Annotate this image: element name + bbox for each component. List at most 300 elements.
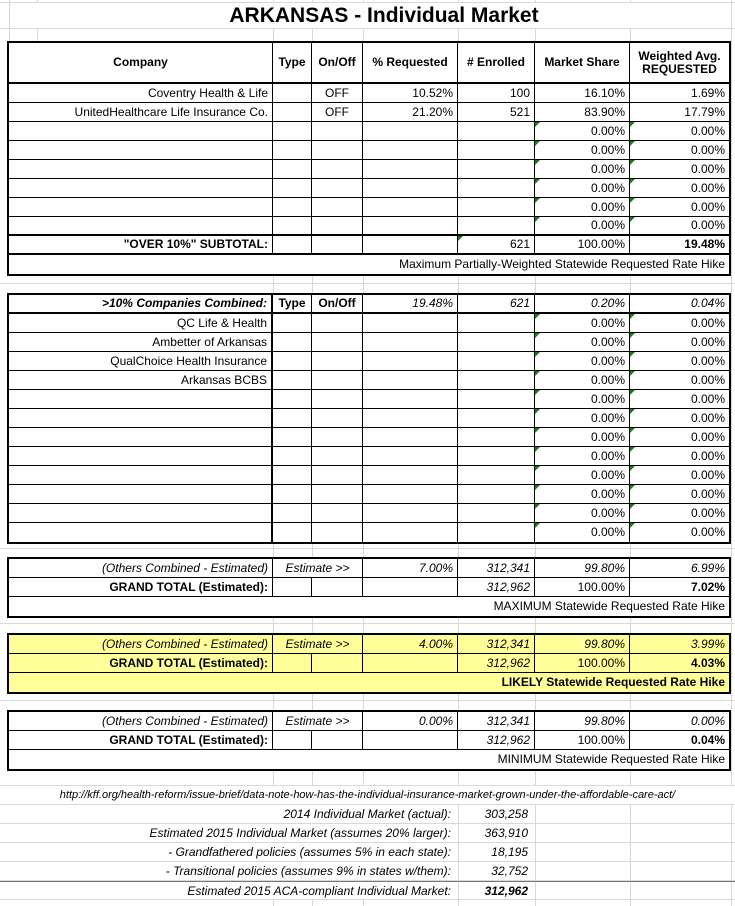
cell-value: 0.00% [690, 142, 725, 157]
cell-pct-requested[interactable] [363, 428, 458, 446]
cell-onoff[interactable]: OFF [312, 103, 363, 121]
cell-value: 0.00% [590, 353, 625, 368]
cell-type[interactable] [273, 428, 312, 446]
market-estimate-block [0, 785, 735, 900]
cell-enrolled[interactable]: 100 [458, 84, 535, 102]
cell-type[interactable] [273, 84, 312, 102]
cell-value: 0.00% [690, 410, 725, 425]
cell-company[interactable]: UnitedHealthcare Life Insurance Co. [9, 103, 273, 121]
table-row [9, 314, 729, 333]
cell-pct-requested[interactable] [363, 578, 458, 596]
cell-company[interactable] [9, 504, 273, 522]
cell-value: 0.00% [690, 334, 725, 349]
col-header-company[interactable]: Company [9, 43, 273, 82]
error-indicator-icon [535, 447, 540, 452]
cell-market-share[interactable]: 16.10% [535, 84, 630, 102]
cell-weighted-avg[interactable] [630, 160, 729, 178]
cell-onoff[interactable] [312, 352, 363, 370]
cell-onoff[interactable] [312, 504, 363, 522]
table-row [9, 352, 729, 371]
cell-value: 0.00% [590, 525, 625, 540]
cell-enrolled[interactable] [458, 485, 535, 503]
cell-weighted-avg[interactable] [630, 333, 729, 351]
cell-enrolled[interactable] [458, 390, 535, 408]
source-url-row[interactable] [0, 786, 735, 805]
cell-type[interactable] [273, 103, 312, 121]
cell-pct-requested[interactable] [363, 731, 458, 749]
cell-market-share[interactable] [535, 466, 630, 484]
source-url[interactable]: http://kff.org/health-reform/issue-brief/data-note-how-has-the-individual-insurance-market-grown-under-the-affordable-care-act/ [59, 789, 676, 801]
cell-onoff[interactable] [312, 236, 363, 253]
error-indicator-icon [535, 141, 540, 146]
cell-company[interactable] [9, 122, 273, 140]
cell-company[interactable]: Coventry Health & Life [9, 84, 273, 102]
cell-market-share[interactable] [535, 485, 630, 503]
cell-value: 0.00% [590, 391, 625, 406]
cell-value[interactable]: 18,195 [491, 845, 528, 859]
cell-enrolled[interactable] [458, 466, 535, 484]
cell-type[interactable] [273, 198, 312, 216]
cell-onoff[interactable] [312, 447, 363, 465]
cell-type[interactable] [273, 523, 312, 542]
error-indicator-icon [535, 390, 540, 395]
cell-company[interactable] [9, 523, 273, 542]
cell-grand-total-label[interactable]: GRAND TOTAL (Estimated): [9, 654, 273, 672]
cell-grand-total-label[interactable]: GRAND TOTAL (Estimated): [9, 578, 273, 596]
cell-value: 0.00% [590, 410, 625, 425]
cell-type[interactable] [273, 179, 312, 197]
cell-onoff[interactable]: On/Off [312, 295, 363, 312]
cell-type[interactable] [273, 485, 312, 503]
cell-label[interactable]: - Transitional policies (assumes 9% in states w/them): [165, 864, 451, 878]
cell-weighted-avg[interactable]: 1.69% [690, 85, 725, 100]
cell-value: 0.00% [690, 429, 725, 444]
cell-pct-requested[interactable] [363, 390, 458, 408]
cell-weighted-avg[interactable] [630, 447, 729, 465]
cell-value: 0.00% [590, 199, 625, 214]
table-row [9, 84, 729, 103]
cell-weighted-avg[interactable] [630, 428, 729, 446]
cell-enrolled[interactable] [458, 141, 535, 159]
cell-company[interactable]: QualChoice Health Insurance [9, 352, 273, 370]
cell-type[interactable] [273, 160, 312, 178]
cell-value: 0.00% [590, 161, 625, 176]
cell-pct-requested[interactable] [363, 141, 458, 159]
cell-onoff[interactable] [312, 333, 363, 351]
cell-enrolled[interactable] [458, 236, 535, 253]
cell-value[interactable]: 363,910 [484, 826, 528, 840]
cell-company[interactable] [9, 428, 273, 446]
cell-onoff[interactable] [312, 390, 363, 408]
cell-note[interactable]: Maximum Partially-Weighted Statewide Requested Rate Hike [399, 257, 725, 272]
cell-market-share[interactable] [535, 217, 630, 234]
cell-onoff[interactable] [312, 654, 363, 672]
cell-note[interactable]: MINIMUM Statewide Requested Rate Hike [497, 752, 725, 767]
cell-market-share[interactable] [535, 122, 630, 140]
col-header-weighted-avg[interactable] [630, 43, 729, 82]
cell-pct-requested[interactable] [363, 179, 458, 197]
cell-onoff[interactable]: OFF [312, 84, 363, 102]
cell-value: 0.00% [690, 467, 725, 482]
error-indicator-icon [630, 371, 635, 376]
cell-market-share[interactable] [535, 390, 630, 408]
cell-pct-requested[interactable] [363, 198, 458, 216]
cell-onoff[interactable] [312, 160, 363, 178]
cell-company[interactable] [9, 160, 273, 178]
cell-market-share[interactable] [535, 333, 630, 351]
cell-value: 0.00% [590, 142, 625, 157]
cell-onoff[interactable] [312, 141, 363, 159]
combined-companies-table [7, 293, 731, 544]
cell-value: 0.00% [690, 199, 725, 214]
cell-weighted-avg[interactable] [630, 314, 729, 332]
error-indicator-icon [630, 447, 635, 452]
cell-type[interactable] [273, 314, 312, 332]
cell-type[interactable]: Type [273, 295, 312, 312]
cell-pct-requested[interactable]: 0.00% [363, 712, 458, 730]
cell-value: 0.00% [590, 372, 625, 387]
cell-enrolled[interactable] [458, 179, 535, 197]
cell-enrolled[interactable] [458, 122, 535, 140]
cell-market-share[interactable]: 100.00% [535, 654, 630, 672]
col-header-onoff[interactable]: On/Off [312, 43, 363, 82]
cell-company[interactable] [9, 447, 273, 465]
cell-weighted-avg[interactable]: 0.00% [690, 713, 725, 728]
cell-value: 0.00% [690, 123, 725, 138]
cell-company[interactable] [9, 485, 273, 503]
table-header-row [9, 295, 729, 314]
cell-note[interactable]: MAXIMUM Statewide Requested Rate Hike [493, 599, 725, 614]
cell-pct-requested[interactable] [363, 504, 458, 522]
cell-enrolled[interactable] [458, 333, 535, 351]
cell-market-share[interactable] [535, 371, 630, 389]
table-row [9, 485, 729, 504]
cell-company[interactable] [9, 390, 273, 408]
cell-pct-requested[interactable] [363, 217, 458, 234]
cell-value: 0.00% [690, 505, 725, 520]
cell-weighted-avg[interactable]: 0.04% [690, 732, 725, 747]
cell-company[interactable] [9, 179, 273, 197]
cell-value: 0.00% [690, 315, 725, 330]
table-row [9, 179, 729, 198]
cell-market-share[interactable]: 83.90% [535, 103, 630, 121]
cell-enrolled[interactable] [458, 217, 535, 234]
cell-company[interactable] [9, 409, 273, 427]
cell-market-share[interactable]: 99.80% [535, 635, 630, 653]
cell-label[interactable]: Estimated 2015 ACA-compliant Individual Market: [187, 884, 451, 898]
note-row [9, 673, 729, 692]
cell-type[interactable] [273, 654, 312, 672]
cell-value: 0.00% [590, 467, 625, 482]
cell-grand-total-label[interactable]: GRAND TOTAL (Estimated): [9, 731, 273, 749]
cell-onoff[interactable] [312, 409, 363, 427]
cell-weighted-avg[interactable]: 7.02% [690, 579, 725, 594]
cell-label[interactable]: - Grandfathered policies (assumes 5% in each state): [168, 845, 451, 859]
gridline-h [0, 283, 735, 284]
col-header-type[interactable]: Type [273, 43, 312, 82]
cell-market-share[interactable] [535, 198, 630, 216]
note-row [9, 750, 729, 769]
error-indicator-icon [535, 352, 540, 357]
cell-market-share[interactable]: 100.00% [535, 731, 630, 749]
error-indicator-icon [535, 314, 540, 319]
cell-estimate[interactable]: Estimate >> [273, 635, 363, 653]
cell-value[interactable]: 303,258 [484, 807, 528, 821]
cell-market-share[interactable] [535, 409, 630, 427]
error-indicator-icon [630, 504, 635, 509]
cell-enrolled[interactable]: 312,341 [458, 635, 535, 653]
cell-company[interactable]: QC Life & Health [9, 314, 273, 332]
cell-value: 621 [509, 237, 530, 252]
error-indicator-icon [630, 466, 635, 471]
cell-pct-requested[interactable]: 4.00% [363, 635, 458, 653]
cell-pct-requested[interactable]: 10.52% [363, 84, 458, 102]
cell-value: 0.00% [690, 372, 725, 387]
cell-company[interactable] [9, 198, 273, 216]
error-indicator-icon [630, 390, 635, 395]
gridline-h [0, 700, 735, 701]
cell-market-share[interactable] [535, 447, 630, 465]
error-indicator-icon [535, 523, 540, 528]
cell-weighted-avg[interactable]: 6.99% [690, 560, 725, 575]
cell-weighted-avg[interactable] [630, 523, 729, 542]
cell-onoff[interactable] [312, 578, 363, 596]
cell-value: 0.00% [690, 448, 725, 463]
cell-type[interactable] [273, 141, 312, 159]
cell-type[interactable] [273, 731, 312, 749]
table-row [9, 523, 729, 542]
error-indicator-icon [630, 122, 635, 127]
cell-company[interactable] [9, 466, 273, 484]
cell-market-share[interactable] [535, 179, 630, 197]
cell-type[interactable] [273, 122, 312, 140]
cell-others-label[interactable]: (Others Combined - Estimated) [9, 559, 273, 577]
error-indicator-icon [630, 141, 635, 146]
cell-weighted-avg[interactable] [630, 485, 729, 503]
cell-pct-requested[interactable] [363, 485, 458, 503]
cell-onoff[interactable] [312, 371, 363, 389]
cell-subtotal-label[interactable]: "OVER 10%" SUBTOTAL: [9, 236, 273, 253]
table-header-row [9, 43, 729, 84]
cell-market-share[interactable] [535, 504, 630, 522]
cell-weighted-avg[interactable] [630, 141, 729, 159]
cell-note[interactable]: LIKELY Statewide Requested Rate Hike [501, 675, 725, 690]
cell-company[interactable]: Arkansas BCBS [9, 371, 273, 389]
table-row [9, 504, 729, 523]
cell-company[interactable] [9, 217, 273, 234]
cell-enrolled[interactable]: 312,341 [458, 559, 535, 577]
cell-onoff[interactable] [312, 198, 363, 216]
cell-weighted-avg[interactable]: 19.48% [684, 237, 725, 252]
cell-weighted-avg[interactable] [630, 198, 729, 216]
cell-others-label[interactable]: (Others Combined - Estimated) [9, 712, 273, 730]
cell-type[interactable] [273, 390, 312, 408]
cell-market-share[interactable] [535, 141, 630, 159]
cell-value[interactable]: 32,752 [491, 864, 528, 878]
cell-type[interactable] [273, 236, 312, 253]
cell-enrolled[interactable] [458, 523, 535, 542]
cell-onoff[interactable] [312, 466, 363, 484]
cell-onoff[interactable] [312, 523, 363, 542]
cell-value: 0.00% [590, 123, 625, 138]
others-row [9, 635, 729, 654]
cell-market-share[interactable]: 100.00% [535, 236, 630, 253]
cell-type[interactable] [273, 466, 312, 484]
maximum-table [7, 557, 731, 618]
cell-enrolled[interactable] [458, 352, 535, 370]
cell-type[interactable] [273, 217, 312, 234]
cell-enrolled[interactable]: 312,962 [458, 731, 535, 749]
error-indicator-icon [535, 333, 540, 338]
cell-enrolled[interactable]: 312,341 [458, 712, 535, 730]
cell-type[interactable] [273, 504, 312, 522]
note-row [9, 597, 729, 616]
cell-enrolled[interactable]: 621 [458, 295, 535, 312]
cell-market-share[interactable]: 99.80% [535, 559, 630, 577]
table-row [9, 122, 729, 141]
col-header-pct-requested[interactable]: % Requested [363, 43, 458, 82]
cell-pct-requested[interactable] [363, 352, 458, 370]
cell-pct-requested[interactable] [363, 654, 458, 672]
error-indicator-icon [535, 122, 540, 127]
cell-pct-requested[interactable] [363, 333, 458, 351]
cell-pct-requested[interactable]: 7.00% [363, 559, 458, 577]
cell-label[interactable]: 2014 Individual Market (actual): [283, 807, 451, 821]
error-indicator-icon [535, 409, 540, 414]
error-indicator-icon [535, 466, 540, 471]
cell-type[interactable] [273, 333, 312, 351]
error-indicator-icon [630, 179, 635, 184]
cell-enrolled[interactable] [458, 160, 535, 178]
cell-value: 0.00% [590, 180, 625, 195]
cell-pct-requested[interactable]: 21.20% [363, 103, 458, 121]
cell-pct-requested[interactable] [363, 523, 458, 542]
cell-market-share[interactable] [535, 428, 630, 446]
cell-onoff[interactable] [312, 485, 363, 503]
cell-combined-label[interactable]: >10% Companies Combined: [9, 295, 273, 312]
cell-label[interactable]: Estimated 2015 Individual Market (assumes 20% larger): [149, 826, 451, 840]
cell-weighted-avg[interactable]: 17.79% [684, 104, 725, 119]
cell-pct-requested[interactable] [363, 371, 458, 389]
col-header-weighted-avg-line2: REQUESTED [642, 61, 717, 76]
cell-weighted-avg[interactable] [630, 390, 729, 408]
cell-weighted-avg[interactable]: 3.99% [690, 636, 725, 651]
cell-enrolled[interactable] [458, 447, 535, 465]
cell-pct-requested[interactable] [363, 314, 458, 332]
cell-weighted-avg[interactable] [630, 217, 729, 234]
cell-pct-requested[interactable] [363, 160, 458, 178]
cell-weighted-avg[interactable] [630, 466, 729, 484]
cell-weighted-avg[interactable] [630, 122, 729, 140]
cell-value: 0.00% [590, 315, 625, 330]
gridline-v [731, 0, 732, 906]
error-indicator-icon [630, 523, 635, 528]
cell-pct-requested[interactable] [363, 409, 458, 427]
table-row [0, 881, 735, 900]
cell-onoff[interactable] [312, 179, 363, 197]
cell-market-share[interactable]: 99.80% [535, 712, 630, 730]
others-row [9, 559, 729, 578]
cell-market-share[interactable] [535, 160, 630, 178]
error-indicator-icon [535, 485, 540, 490]
cell-type[interactable] [273, 352, 312, 370]
cell-market-share[interactable]: 100.00% [535, 578, 630, 596]
cell-market-share[interactable]: 0.20% [535, 295, 630, 312]
cell-pct-requested[interactable] [363, 122, 458, 140]
cell-enrolled[interactable] [458, 409, 535, 427]
cell-type[interactable] [273, 447, 312, 465]
cell-market-share[interactable] [535, 314, 630, 332]
cell-pct-requested[interactable] [363, 447, 458, 465]
table-row [0, 843, 735, 862]
cell-weighted-avg[interactable] [630, 179, 729, 197]
cell-market-share[interactable] [535, 523, 630, 542]
grand-total-row [9, 654, 729, 673]
error-indicator-icon [458, 236, 463, 241]
cell-value: 0.00% [690, 525, 725, 540]
error-indicator-icon [630, 485, 635, 490]
cell-company[interactable] [9, 141, 273, 159]
cell-weighted-avg[interactable] [630, 409, 729, 427]
minimum-table [7, 710, 731, 771]
over-10-table [7, 41, 731, 276]
col-header-market-share[interactable]: Market Share [535, 43, 630, 82]
cell-onoff[interactable] [312, 122, 363, 140]
cell-weighted-avg[interactable] [630, 371, 729, 389]
cell-estimate[interactable]: Estimate >> [273, 712, 363, 730]
cell-pct-requested[interactable] [363, 466, 458, 484]
cell-company[interactable]: Ambetter of Arkansas [9, 333, 273, 351]
cell-onoff[interactable] [312, 731, 363, 749]
cell-onoff[interactable] [312, 217, 363, 234]
table-row [9, 428, 729, 447]
cell-onoff[interactable] [312, 314, 363, 332]
note-row [9, 255, 729, 274]
cell-value[interactable]: 312,962 [484, 884, 528, 898]
cell-enrolled[interactable]: 312,962 [458, 654, 535, 672]
col-header-enrolled[interactable]: # Enrolled [458, 43, 535, 82]
cell-weighted-avg[interactable]: 0.04% [690, 296, 725, 311]
cell-enrolled[interactable] [458, 504, 535, 522]
cell-enrolled[interactable] [458, 198, 535, 216]
col-header-weighted-avg-line1: Weighted Avg. [638, 48, 721, 63]
cell-enrolled[interactable] [458, 314, 535, 332]
cell-estimate[interactable]: Estimate >> [273, 559, 363, 577]
cell-enrolled[interactable]: 521 [458, 103, 535, 121]
cell-type[interactable] [273, 371, 312, 389]
cell-market-share[interactable] [535, 352, 630, 370]
cell-enrolled[interactable]: 312,962 [458, 578, 535, 596]
error-indicator-icon [630, 409, 635, 414]
cell-type[interactable] [273, 578, 312, 596]
table-row [9, 371, 729, 390]
table-row [9, 160, 729, 179]
cell-weighted-avg[interactable] [630, 504, 729, 522]
others-row [9, 712, 729, 731]
cell-weighted-avg[interactable]: 4.03% [690, 655, 725, 670]
cell-pct-requested[interactable] [363, 236, 458, 253]
table-row [9, 333, 729, 352]
cell-type[interactable] [273, 409, 312, 427]
cell-others-label[interactable]: (Others Combined - Estimated) [9, 635, 273, 653]
cell-enrolled[interactable] [458, 428, 535, 446]
cell-weighted-avg[interactable] [630, 352, 729, 370]
gridline-h [0, 548, 735, 549]
cell-enrolled[interactable] [458, 371, 535, 389]
cell-onoff[interactable] [312, 428, 363, 446]
cell-pct-requested[interactable]: 19.48% [363, 295, 458, 312]
table-row [9, 390, 729, 409]
